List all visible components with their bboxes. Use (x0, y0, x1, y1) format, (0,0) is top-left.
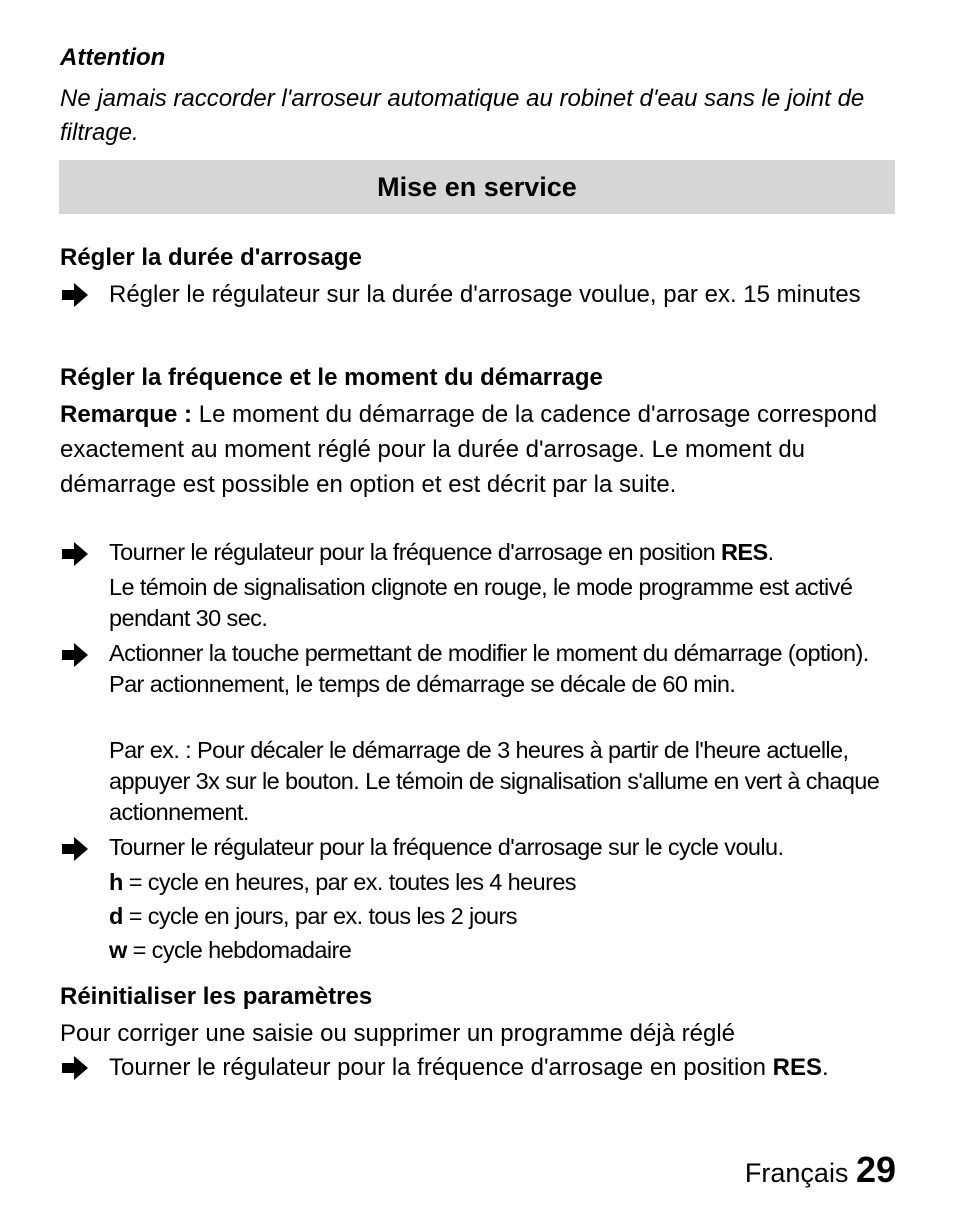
frequency-step-2-note: Par ex. : Pour décaler le démarrage de 3 heures à partir de l'heure actuelle, appuyer 3x sur le bouton. Le témoin de signalisation s'allume en vert à chaque actionnement. (109, 737, 880, 825)
page-footer (745, 1150, 896, 1193)
right-arrow-icon (60, 638, 90, 672)
cycle-text: = cycle en heures, par ex. toutes les 4 heures (122, 869, 576, 895)
step1-bold: RES (721, 539, 768, 565)
step1-after: . (767, 539, 774, 565)
duration-step-text: Régler le régulateur sur la durée d'arrosage voulue, par ex. 15 minutes (109, 281, 861, 308)
cycle-hours (109, 867, 899, 898)
reset-step-after: . (822, 1054, 829, 1081)
cycle-text: = cycle en jours, par ex. tous les 2 jours (122, 903, 517, 929)
cycle-weekly (109, 935, 899, 966)
cycle-key: d (109, 903, 123, 929)
section-header (59, 160, 895, 214)
right-arrow-icon (60, 278, 90, 312)
reset-intro: Pour corriger une saisie ou supprimer un programme déjà réglé (60, 1020, 735, 1047)
remark-label: Remarque : (60, 401, 193, 428)
frequency-step-3-text: Tourner le régulateur pour la fréquence d'arrosage sur le cycle voulu. (109, 834, 784, 860)
reset-step-bold: RES (772, 1054, 823, 1081)
reset-step-main: Tourner le régulateur pour la fréquence d'arrosage en position (109, 1054, 773, 1081)
frequency-heading: Régler la fréquence et le moment du démarrage (60, 364, 603, 391)
right-arrow-icon (60, 832, 90, 866)
cycle-key: h (109, 869, 123, 895)
reset-step-text (109, 1051, 899, 1085)
cycle-days (109, 901, 899, 932)
remark-text: Le moment du démarrage de la cadence d'arrosage correspond exactement au moment réglé pour la durée d'arrosage. Le moment du démarrage est possible en option et est décrit par la suite. (60, 401, 878, 498)
step1-text: Tourner le régulateur pour la fréquence d'arrosage en position (109, 539, 722, 565)
frequency-step-1-note: Le témoin de signalisation clignote en rouge, le mode programme est activé pendant 30 sec. (109, 574, 853, 631)
footer-language: Français (744, 1158, 849, 1188)
reset-heading: Réinitialiser les paramètres (60, 983, 373, 1010)
frequency-step-2-text: Actionner la touche permettant de modifier le moment du démarrage (option). Par actionnement, le temps de démarrage se décale de 60 min. (109, 640, 869, 697)
cycle-text: = cycle hebdomadaire (126, 937, 352, 963)
frequency-step-1-text (109, 537, 899, 568)
section-title: Mise en service (377, 171, 577, 202)
attention-text: Ne jamais raccorder l'arroseur automatique au robinet d'eau sans le joint de filtrage. (60, 85, 865, 146)
right-arrow-icon (60, 537, 90, 571)
attention-title: Attention (60, 44, 166, 71)
right-arrow-icon (60, 1051, 90, 1085)
page-number: 29 (855, 1149, 896, 1190)
duration-heading: Régler la durée d'arrosage (60, 244, 362, 271)
frequency-remark (60, 397, 900, 502)
cycle-key: w (109, 937, 127, 963)
